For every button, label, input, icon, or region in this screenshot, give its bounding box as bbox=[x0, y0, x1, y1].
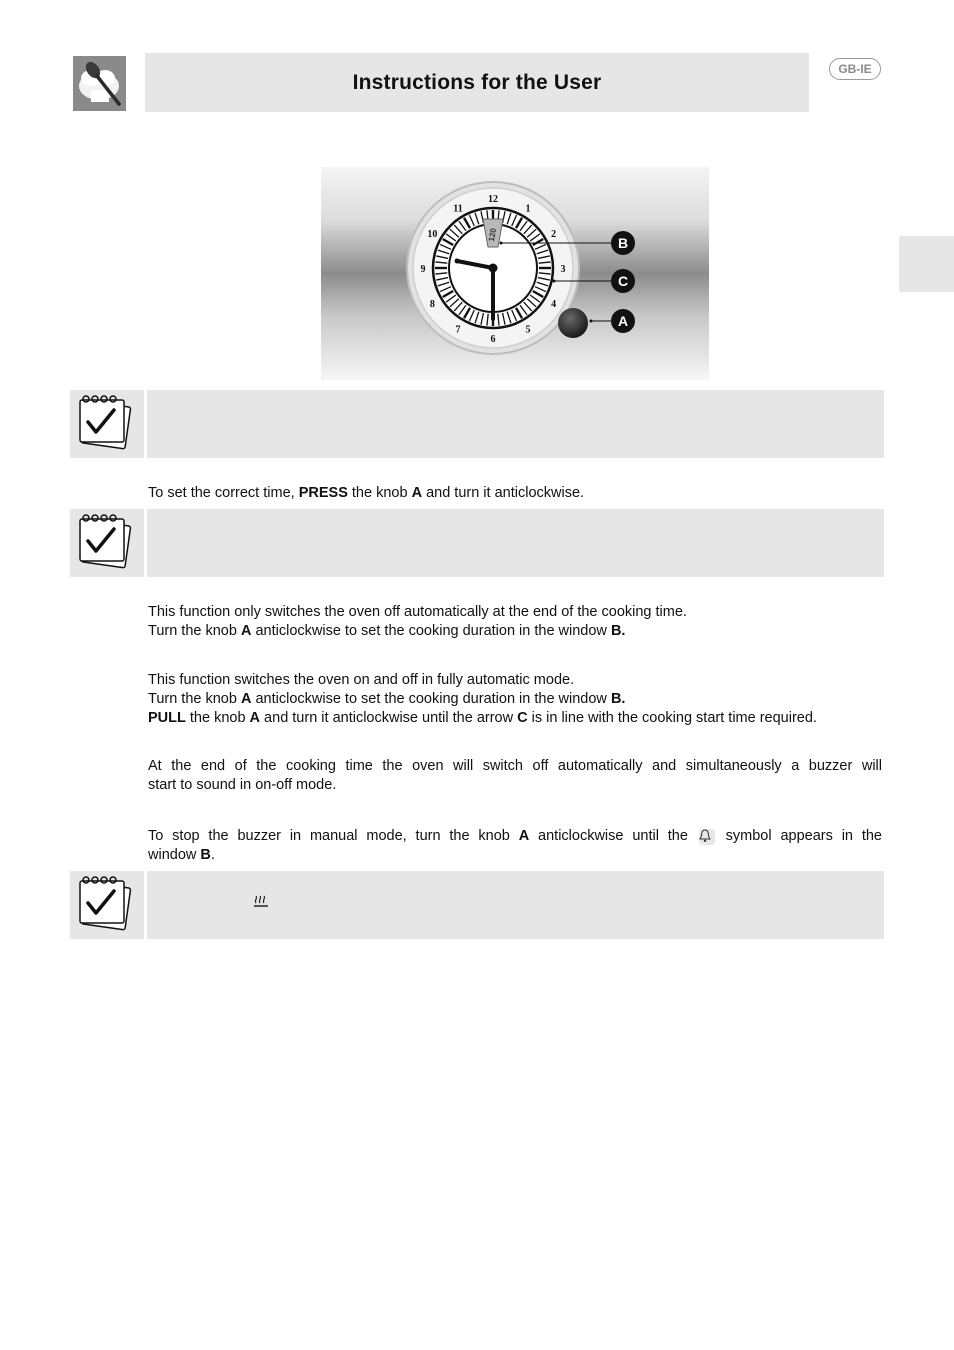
cooking-window-text: 120 bbox=[486, 227, 499, 243]
text: This function switches the oven on and off in fully automatic mode. bbox=[148, 672, 575, 688]
text: B bbox=[200, 847, 211, 863]
text: A bbox=[518, 828, 530, 844]
text: At the end of the cooking time the oven will switch off automatically and simultaneously a buzzer will bbox=[148, 758, 882, 774]
text: the knob bbox=[347, 485, 412, 501]
text-line bbox=[148, 846, 882, 865]
text: is in line with the cooking start time required. bbox=[527, 710, 817, 726]
note-bar bbox=[147, 871, 884, 939]
header-bar bbox=[145, 53, 809, 112]
dial-number: 4 bbox=[551, 299, 557, 310]
notepad-check-icon bbox=[70, 509, 144, 577]
text: symbol appears in the bbox=[716, 828, 882, 844]
chef-spoon-icon bbox=[73, 56, 126, 111]
callout-label: A bbox=[617, 313, 629, 329]
stop-buzzer-paragraph bbox=[148, 827, 882, 865]
text: . bbox=[210, 847, 215, 863]
bell-icon bbox=[699, 829, 715, 845]
text: the knob bbox=[185, 710, 250, 726]
text: This function only switches the oven off automatically at the end of the cooking time. bbox=[148, 604, 687, 620]
note-icon-box bbox=[70, 390, 144, 458]
dial-number: 8 bbox=[429, 299, 435, 310]
notepad-check-icon bbox=[70, 390, 144, 458]
text: B. bbox=[610, 623, 626, 639]
end-of-cooking-paragraph bbox=[148, 603, 882, 641]
text-line bbox=[148, 709, 882, 728]
text: window bbox=[148, 847, 201, 863]
text: B. bbox=[610, 691, 626, 707]
side-tab bbox=[899, 236, 954, 292]
dial-number: 3 bbox=[560, 264, 566, 275]
page-title: Instructions for the User bbox=[352, 70, 602, 94]
note-icon-box bbox=[70, 509, 144, 577]
callout-c bbox=[611, 269, 635, 293]
text: anticlockwise to set the cooking duration in the window bbox=[251, 691, 611, 707]
text: start to sound in on-off mode. bbox=[148, 777, 337, 793]
logo bbox=[73, 56, 126, 111]
buzzer-paragraph bbox=[148, 757, 882, 795]
note-icon-box bbox=[70, 871, 144, 939]
text: To stop the buzzer in manual mode, turn the knob bbox=[148, 828, 519, 844]
text: A bbox=[411, 485, 423, 501]
text: Turn the knob bbox=[148, 623, 241, 639]
callout-label: B bbox=[617, 235, 629, 251]
dial-number: 9 bbox=[420, 264, 426, 275]
text: anticlockwise to set the cooking duration in the window bbox=[251, 623, 611, 639]
text: anticlockwise until the bbox=[529, 828, 697, 844]
language-badge: GB-IE bbox=[829, 58, 881, 80]
text: Turn the knob bbox=[148, 691, 241, 707]
dial-number: 11 bbox=[453, 203, 463, 215]
dial-number: 1 bbox=[525, 203, 531, 215]
heat-waves-icon bbox=[253, 894, 269, 910]
text: PRESS bbox=[298, 485, 348, 501]
text: and turn it anticlockwise until the arrow bbox=[260, 710, 518, 726]
text: PULL bbox=[148, 710, 186, 726]
text-line bbox=[148, 622, 882, 641]
clock-illustration bbox=[321, 167, 709, 380]
text-line bbox=[148, 827, 882, 846]
dial-number: 10 bbox=[427, 229, 438, 240]
dial-number: 2 bbox=[551, 229, 557, 240]
notepad-check-icon bbox=[70, 871, 144, 939]
text: A bbox=[240, 691, 252, 707]
callout-a bbox=[611, 309, 635, 333]
note-bar bbox=[147, 509, 884, 577]
dial-number: 7 bbox=[455, 324, 461, 336]
dial-number: 12 bbox=[488, 194, 498, 205]
dial-number: 5 bbox=[525, 324, 531, 336]
text: A bbox=[249, 710, 261, 726]
full-automatic-paragraph bbox=[148, 671, 882, 728]
text: A bbox=[240, 623, 252, 639]
timer-knob bbox=[558, 308, 588, 338]
text: To set the correct time, bbox=[148, 485, 299, 501]
text: and turn it anticlockwise. bbox=[422, 485, 585, 501]
dial-number: 6 bbox=[490, 334, 496, 345]
note-bar bbox=[147, 390, 884, 458]
set-time-paragraph bbox=[148, 484, 882, 503]
callout-b bbox=[611, 231, 635, 255]
callout-label: C bbox=[617, 273, 629, 289]
text-line bbox=[148, 690, 882, 709]
text: C bbox=[517, 710, 528, 726]
